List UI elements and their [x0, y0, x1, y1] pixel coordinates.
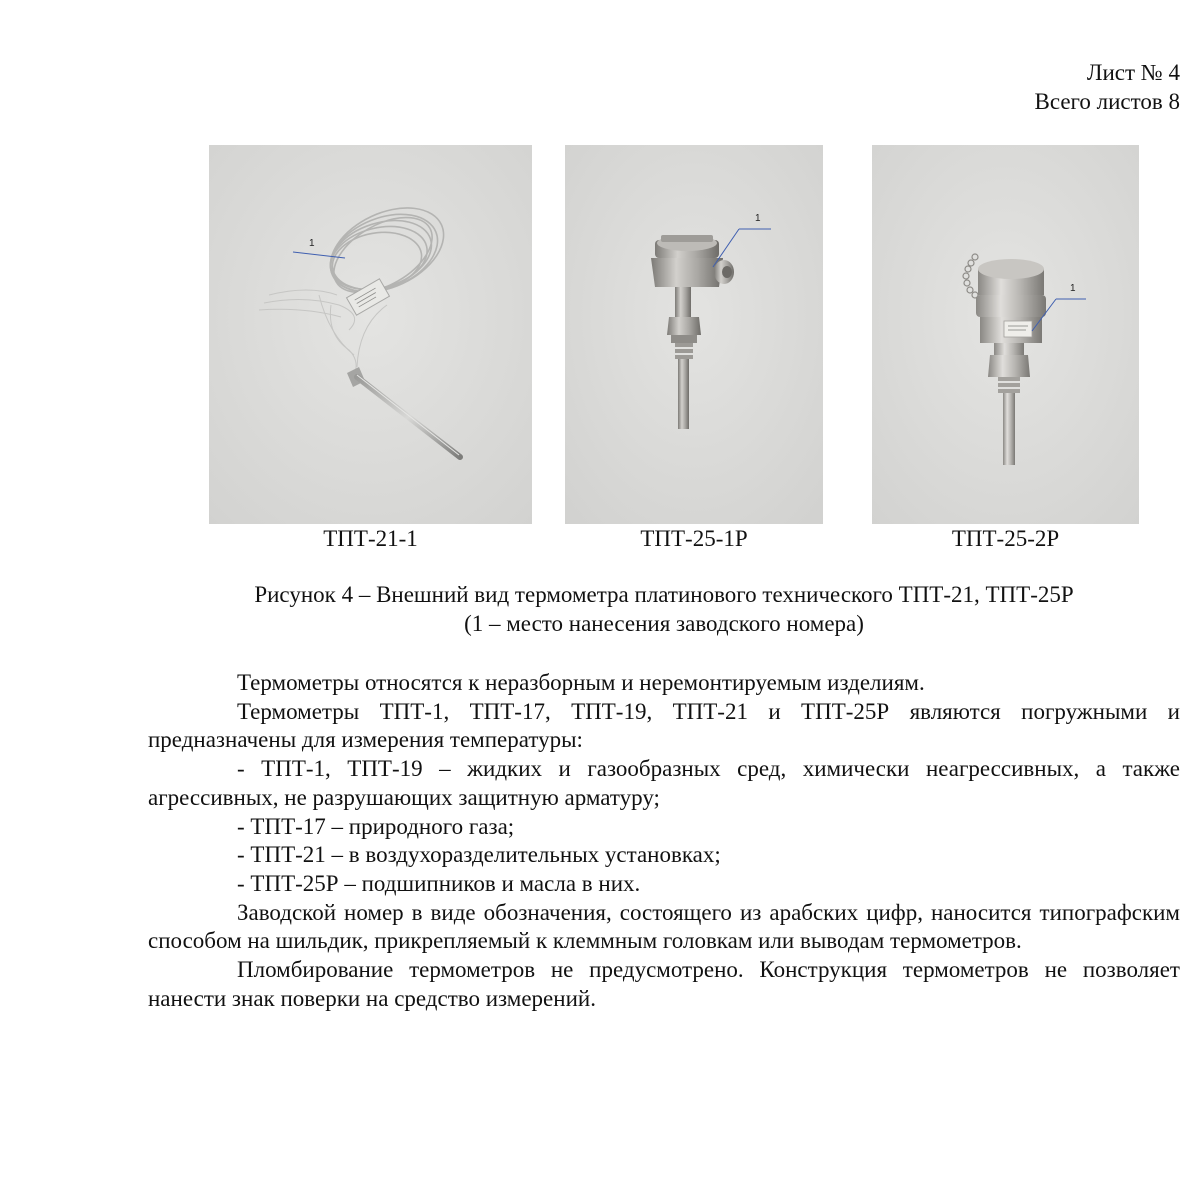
total-sheets: Всего листов 8 [1034, 89, 1180, 114]
paragraph: - ТПТ-21 – в воздухоразделительных установках; [237, 842, 721, 868]
caption-tpt-25-1r: ТПТ-25-1Р [640, 526, 748, 551]
photo-tpt-25-2r [872, 145, 1139, 524]
paragraph: Термометры относятся к неразборным и неремонтируемым изделиям. [237, 670, 925, 695]
paragraph: Пломбирование термометров не предусмотрено. Конструкция термометров не позволяет нанести знак поверки на средство измерений. [148, 957, 1180, 1011]
marker-label: 1 [755, 213, 761, 224]
sheet-header [1034, 58, 1180, 116]
paragraph: Термометры ТПТ-1, ТПТ-17, ТПТ-19, ТПТ-21 и ТПТ-25Р являются погружными и предназначены для измерения температуры: [148, 698, 1180, 753]
caption-tpt-21-1: ТПТ-21-1 [323, 526, 418, 551]
body-text [148, 669, 1180, 1013]
paragraph: Заводской номер в виде обозначения, состоящего из арабских цифр, наносится типографским способом на шильдик, прикрепляемый к клеммным головкам или выводам термометров. [148, 899, 1180, 954]
serial-tag [1004, 321, 1032, 337]
sheet-number: Лист № 4 [1086, 60, 1180, 85]
paragraph: - ТПТ-17 – природного газа; [237, 813, 515, 839]
caption-tpt-25-2r: ТПТ-25-2Р [951, 526, 1060, 551]
figure-title-line-2: (1 – место нанесения заводского номера) [464, 611, 864, 636]
marker-label: 1 [1070, 283, 1076, 294]
photo-tpt-21-1 [209, 145, 532, 524]
paragraph: - ТПТ-25Р – подшипников и масла в них. [237, 870, 641, 896]
figure-title-line-1: Рисунок 4 – Внешний вид термометра платинового технического ТПТ-21, ТПТ-25Р [254, 582, 1074, 607]
photo-tpt-25-1r [565, 145, 823, 524]
figure-title [148, 580, 1180, 638]
marker-label: 1 [309, 238, 315, 249]
paragraph: - ТПТ-1, ТПТ-19 – жидких и газообразных сред, химически неагрессивных, а также агрессивных, не разрушающих защитную арматуру; [148, 756, 1180, 810]
